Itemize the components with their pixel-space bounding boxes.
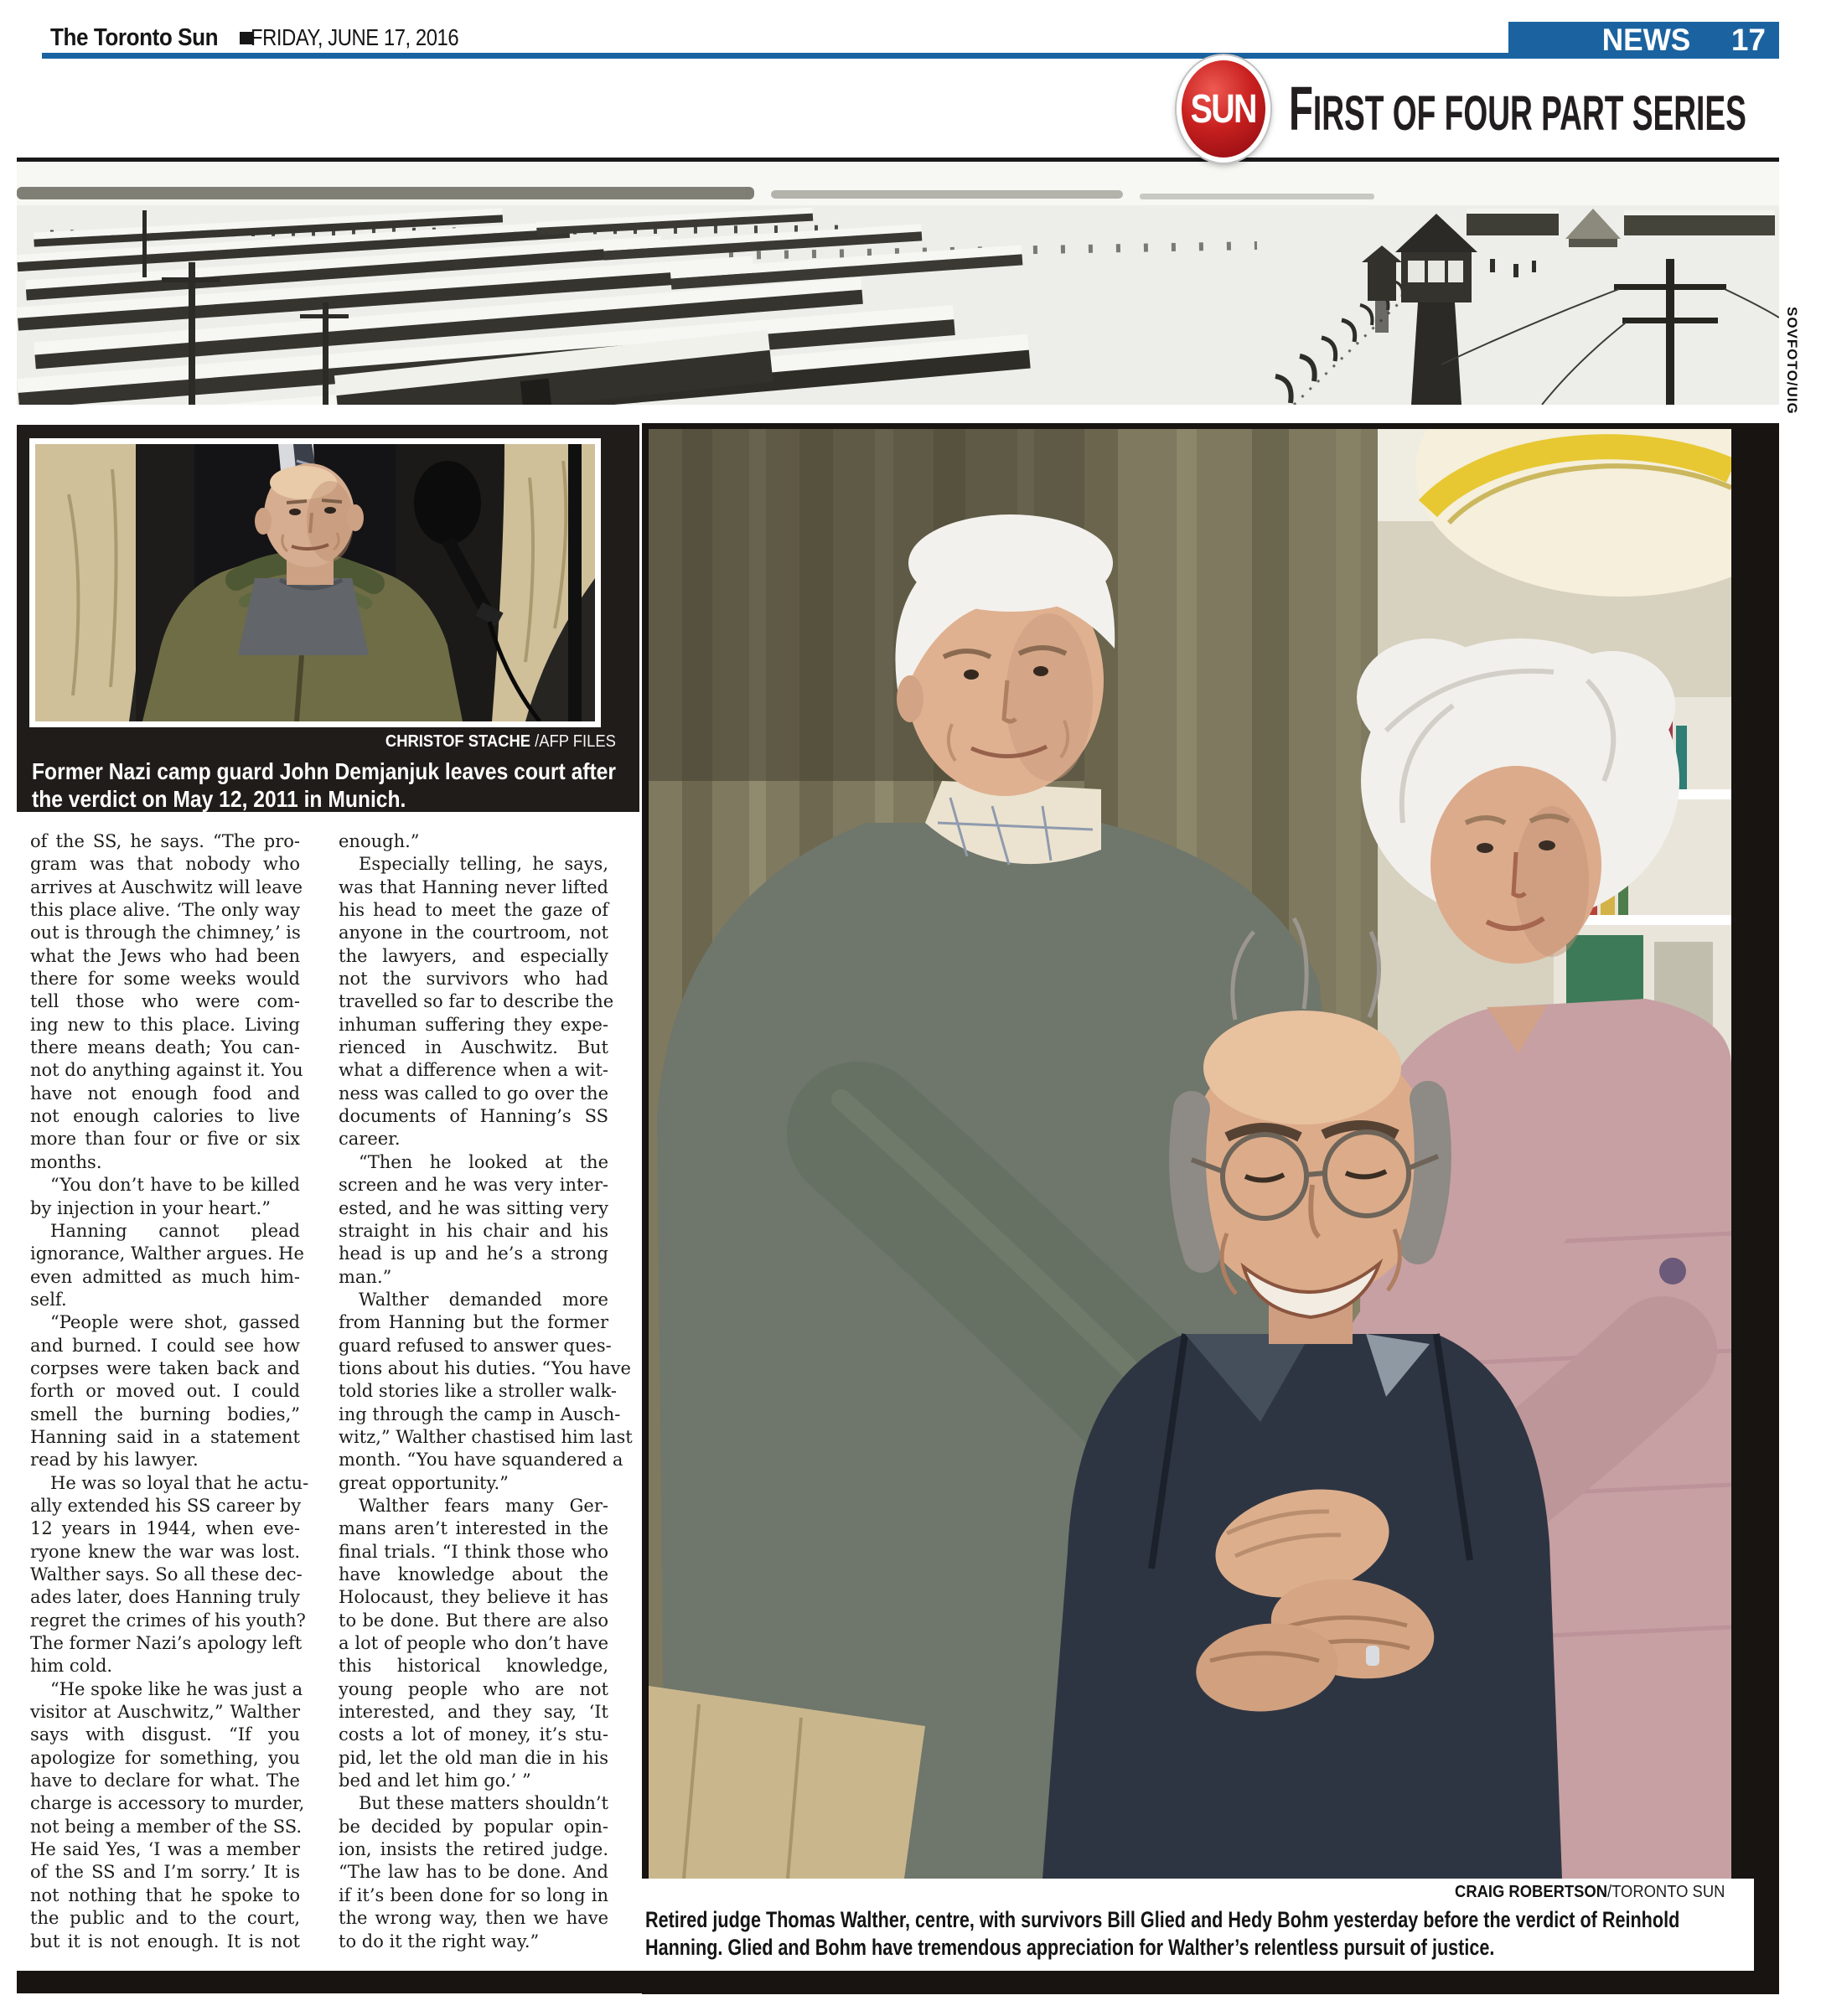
article-line: of the SS, he says. “The pro-	[30, 831, 300, 851]
article-column-1	[30, 830, 309, 1953]
article-line: his head to meet the gaze of	[339, 900, 608, 921]
left-photo-credit	[385, 732, 616, 752]
article-line: have knowledge about the	[339, 1564, 608, 1584]
article-line: 12 years in 1944, when eve-	[30, 1518, 300, 1539]
article-line: screen and he was very inter-	[339, 1175, 608, 1196]
article-line: if it’s been done for so long in	[339, 1884, 608, 1905]
article-line: be decided by popular opin-	[339, 1816, 608, 1837]
sun-logo-text: SUN	[1190, 86, 1257, 132]
article-line: read by his lawyer.	[30, 1450, 199, 1471]
main-photo-credit	[645, 1883, 1725, 1902]
article-line: but it is not enough. It is not	[30, 1931, 300, 1951]
article-column-2	[339, 830, 633, 1953]
masthead: The Toronto Sun	[50, 23, 219, 51]
article-line: ryone knew the war was lost.	[30, 1541, 300, 1562]
article-line: there for some weeks would	[30, 969, 300, 990]
article-line: this historical knowledge,	[339, 1656, 608, 1677]
main-photo	[649, 429, 1731, 1879]
article-line: smell the burning bodies,”	[30, 1403, 300, 1424]
article-line: months.	[30, 1151, 102, 1172]
demjanjuk-illustration	[35, 444, 595, 721]
left-photo-caption	[32, 757, 631, 813]
article-line: him cold.	[30, 1656, 113, 1677]
article-line: by injection in your heart.”	[30, 1197, 271, 1218]
series-banner-initial: F	[1289, 74, 1313, 143]
article-line: documents of Hanning’s SS	[339, 1106, 608, 1127]
article-line: not the survivors who had	[339, 969, 608, 990]
article-line: what a difference when a wit-	[339, 1060, 608, 1081]
panorama-illustration	[17, 162, 1779, 405]
article-line: says with disgust. “If you	[30, 1724, 300, 1745]
article-line: to be done. But there are also	[339, 1610, 608, 1631]
article-line: not do anything against it. You	[30, 1060, 303, 1081]
caption-line: the verdict on May 12, 2011 in Munich.	[32, 786, 406, 812]
left-photo-card	[17, 425, 639, 812]
series-banner	[1289, 74, 1746, 143]
article-line: Hanning cannot plead	[50, 1220, 300, 1241]
article-line: regret the crimes of his youth?	[30, 1610, 306, 1631]
article-line: straight in his chair and his	[339, 1220, 608, 1241]
article-line: final trials. “I think those who	[339, 1541, 608, 1562]
article-line: told stories like a stroller walk-	[339, 1381, 618, 1402]
sun-logo	[1177, 55, 1270, 163]
article-line: ignorance, Walther argues. He	[30, 1243, 304, 1264]
article-line: pid, let the old man die in his	[339, 1747, 608, 1768]
main-photo-card	[642, 423, 1779, 1994]
article-line: enough.”	[339, 831, 420, 851]
article-line: a lot of people who don’t have	[339, 1633, 608, 1654]
article-line: He was so loyal that he actu-	[50, 1472, 309, 1493]
article-line: But these matters shouldn’t	[359, 1793, 608, 1814]
photographer-name: CRAIG ROBERTSON	[1454, 1883, 1607, 1901]
caption-line: Former Nazi camp guard John Demjanjuk leaves court after	[32, 758, 616, 784]
page-header	[50, 23, 495, 52]
article-line: witz,” Walther chastised him last	[339, 1426, 633, 1447]
article-line: Walther demanded more	[359, 1289, 608, 1310]
bottom-rule	[17, 1971, 1779, 1993]
article-line: ing new to this place. Living	[30, 1014, 300, 1035]
article-line: there means death; You can-	[30, 1037, 300, 1058]
article-line: month. “You have squandered a	[339, 1450, 623, 1471]
series-banner-text: IRST OF FOUR PART SERIES	[1312, 86, 1746, 141]
article-line: not enough calories to live	[30, 1106, 300, 1127]
section-label: NEWS	[1601, 23, 1691, 57]
article-line: great opportunity.”	[339, 1472, 509, 1493]
article-line: The former Nazi’s apology left	[30, 1633, 303, 1654]
article-line: not nothing that he spoke to	[30, 1884, 300, 1905]
article-line: Holocaust, they believe it has	[339, 1587, 608, 1608]
page-number: 17	[1730, 23, 1766, 57]
article-line: have not enough food and	[30, 1083, 300, 1104]
article-line: and burned. I could see how	[30, 1335, 300, 1356]
article-line: even admitted as much him-	[30, 1266, 300, 1287]
article-line: ally extended his SS career by	[30, 1495, 302, 1516]
article-line: the public and to the court,	[30, 1908, 300, 1929]
article-line: Hanning said in a statement	[30, 1426, 300, 1447]
article-line: have to declare for what. The	[30, 1770, 300, 1791]
article-line: young people who are not	[339, 1678, 608, 1699]
article-line: travelled so far to describe the	[339, 991, 614, 1012]
panorama-photo	[17, 158, 1779, 405]
article-line: tions about his duties. “You have	[339, 1357, 631, 1378]
article-line: the lawyers, and especially	[339, 945, 608, 966]
article-line: mans aren’t interested in the	[339, 1518, 608, 1539]
article-line: man.”	[339, 1266, 392, 1287]
article-line: bed and let him go.’ ”	[339, 1770, 531, 1791]
article-line: to do it the right way.”	[339, 1931, 540, 1951]
article-line: ing through the camp in Ausch-	[339, 1403, 621, 1424]
article-line: out is through the chimney,’ is	[30, 923, 301, 943]
panorama-credit: SOVFOTO/UIG	[1784, 307, 1800, 415]
article-line: ion, insists the retired judge.	[339, 1839, 608, 1860]
article-line: of the SS and I’m sorry.’ It is	[30, 1862, 300, 1883]
article-line: gram was that nobody who	[30, 854, 300, 875]
article-line: was that Hanning never lifted	[339, 876, 608, 897]
article-line: costs a lot of money, it’s stu-	[339, 1724, 608, 1745]
article-line: forth or moved out. I could	[30, 1381, 300, 1402]
article-line: guard refused to answer ques-	[339, 1335, 612, 1356]
main-photo-caption	[645, 1906, 1725, 1962]
article-line: not being a member of the SS.	[30, 1816, 303, 1837]
article-line: what the Jews who had been	[30, 945, 300, 966]
article-line: “He spoke like he was just a	[50, 1678, 303, 1699]
article-line: interested, and they say, ‘It	[339, 1702, 608, 1723]
article-line: “You don’t have to be killed	[50, 1175, 300, 1196]
caption-line: Hanning. Glied and Bohm have tremendous appreciation for Walther’s relentless pursuit of justice.	[645, 1935, 1495, 1960]
photographer-name: CHRISTOF STACHE	[385, 732, 531, 751]
article-line: the wrong way, then we have	[339, 1908, 608, 1929]
article-line: ades later, does Hanning truly	[30, 1587, 300, 1608]
article-line: “People were shot, gassed	[50, 1312, 300, 1333]
article-line: “Then he looked at the	[359, 1151, 608, 1172]
demjanjuk-photo	[29, 438, 601, 727]
article-line: ness was called to go over the	[339, 1083, 608, 1104]
article-line: “The law has to be done. And	[339, 1862, 608, 1883]
photo-agency: /TORONTO SUN	[1606, 1883, 1725, 1901]
article-line: more than four or five or six	[30, 1129, 300, 1150]
article-line: corpses were taken back and	[30, 1357, 300, 1378]
article-line: visitor at Auschwitz,” Walther	[30, 1702, 300, 1723]
article-line: career.	[339, 1129, 401, 1150]
issue-date: FRIDAY, JUNE 17, 2016	[251, 24, 459, 50]
bystander-left	[35, 444, 146, 721]
article-line: arrives at Auschwitz will leave	[30, 876, 303, 897]
article-line: He said Yes, ‘I was a member	[30, 1839, 300, 1860]
walther-glied-bohm-illustration	[649, 429, 1731, 1879]
article-line: self.	[30, 1289, 67, 1310]
article-line: Walther says. So all these dec-	[30, 1564, 303, 1584]
photo-agency: /AFP FILES	[530, 732, 616, 751]
main-caption-area	[642, 1879, 1754, 1971]
article-line: charge is accessory to murder,	[30, 1793, 305, 1814]
article-line: ested, and he was sitting very	[339, 1197, 608, 1218]
section-badge	[1508, 22, 1779, 59]
article-line: tell those who were com-	[30, 991, 300, 1012]
article-line: from Hanning but the former	[339, 1312, 608, 1333]
article-line: anyone in the courtroom, not	[339, 923, 608, 943]
article-line: apologize for something, you	[30, 1747, 300, 1768]
article-line: Especially telling, he says,	[359, 854, 608, 875]
article-line: this place alive. ‘The only way	[30, 900, 300, 921]
article-line: inhuman suffering they expe-	[339, 1014, 608, 1035]
article-line: Walther fears many Ger-	[359, 1495, 608, 1516]
caption-line: Retired judge Thomas Walther, centre, with survivors Bill Glied and Hedy Bohm yesterday before the verdict of Reinhold	[645, 1907, 1680, 1932]
article-line: rienced in Auschwitz. But	[339, 1037, 608, 1058]
article-line: head is up and he’s a strong	[339, 1243, 608, 1264]
